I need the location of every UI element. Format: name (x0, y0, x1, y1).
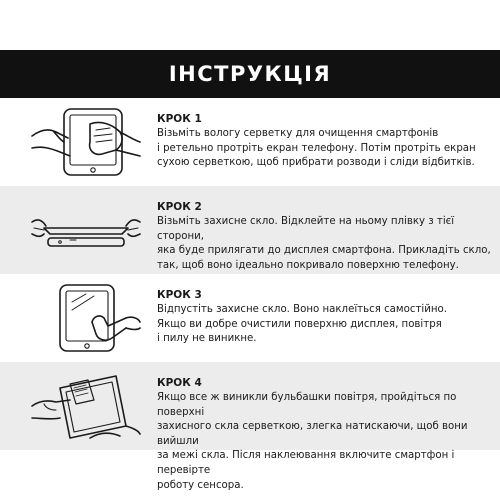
step-line: за межі скла. Після наклеювання включите смартфон і перевірте (157, 450, 455, 476)
apply-glass-icon (30, 194, 142, 266)
step-1 (0, 98, 500, 186)
step-description (157, 127, 492, 171)
step-4-illustration (30, 370, 142, 442)
step-line: сухою серветкою, щоб прибрати розводи і сліди відбитків. (157, 157, 475, 169)
step-line: Якщо ви добре очистили поверхню дисплея, повітря (157, 318, 442, 330)
header-bar (0, 50, 500, 98)
step-title: КРОК 4 (157, 377, 202, 389)
step-1-illustration (30, 106, 142, 178)
step-line: Візьміть захисне скло. Відклейте на ньому плівку з тієї сторони, (157, 216, 455, 242)
step-2-text (157, 200, 492, 273)
wipe-screen-icon (30, 106, 142, 178)
step-line: і пилу не виникне. (157, 333, 257, 345)
step-4 (0, 362, 500, 491)
step-description (157, 215, 492, 273)
step-title: КРОК 2 (157, 201, 202, 213)
step-description (157, 391, 492, 493)
step-line: так, щоб воно ідеально покривало поверхню телефону. (157, 259, 459, 271)
step-3 (0, 274, 500, 362)
step-3-text (157, 288, 492, 347)
step-1-text (157, 112, 492, 171)
step-line: Якщо все ж виникли бульбашки повітря, пройдіться по поверхні (157, 392, 457, 418)
step-line: і ретельно протріть екран телефону. Потім протріть екран (157, 142, 476, 154)
step-4-text (157, 376, 492, 493)
step-2-illustration (30, 194, 142, 266)
step-title: КРОК 3 (157, 289, 202, 301)
remove-bubbles-icon (30, 370, 142, 442)
step-line: роботу сенсора. (157, 479, 244, 491)
step-line: Відпустіть захисне скло. Воно наклеїться самостійно. (157, 304, 447, 315)
step-title: КРОК 1 (157, 113, 202, 125)
release-glass-icon (30, 282, 142, 354)
step-3-illustration (30, 282, 142, 354)
page-title: ІНСТРУКЦІЯ (168, 62, 332, 86)
step-line: захисного скла серветкою, злегка натискаючи, щоб вони вийшли (157, 421, 468, 447)
step-line: Візьміть вологу серветку для очищення смартфонів (157, 128, 439, 139)
step-2 (0, 186, 500, 274)
step-line: яка буде прилягати до дисплея смартфона. Прикладіть скло, (157, 245, 491, 257)
step-description (157, 303, 492, 347)
